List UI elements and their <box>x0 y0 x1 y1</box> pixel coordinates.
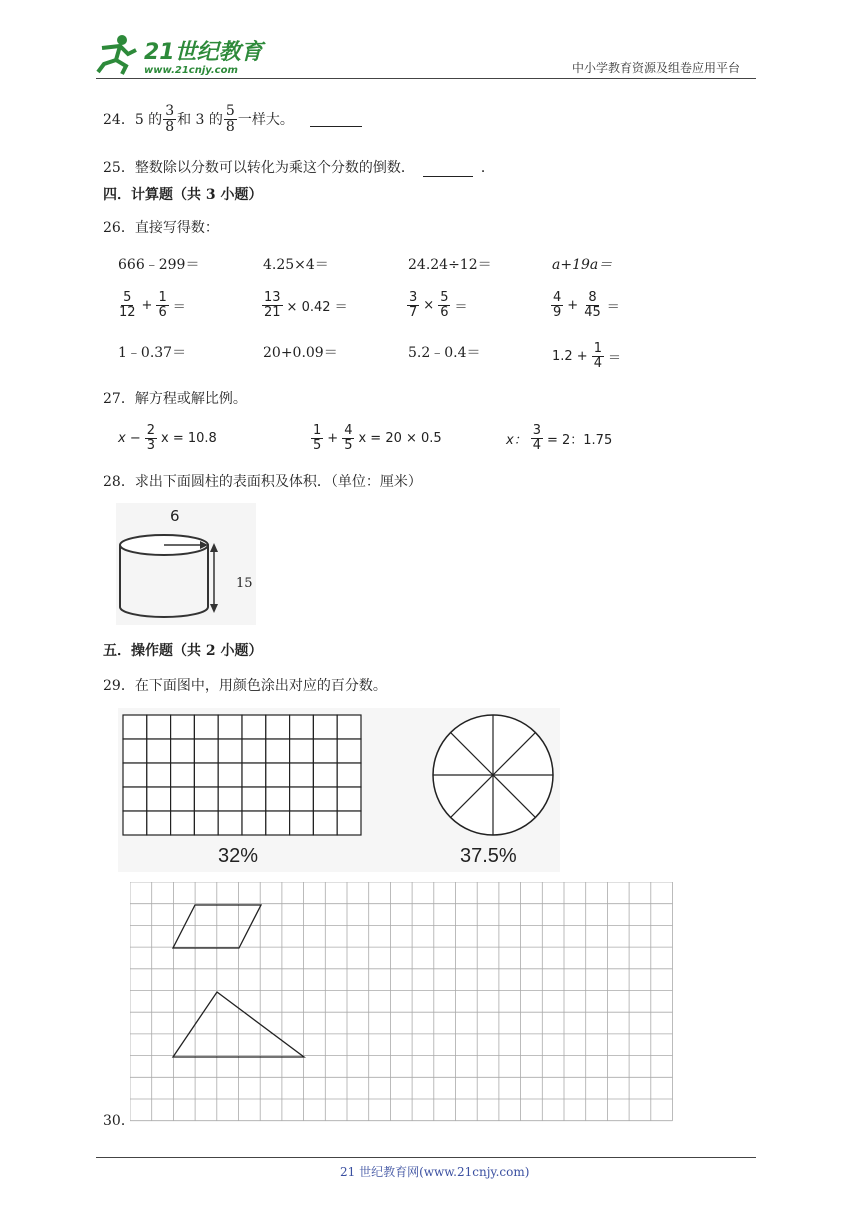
q27-equation-3: x： $\frac{3}{4}$ = 2：1.75 <box>506 423 613 453</box>
cylinder-diameter-label: 6 <box>170 507 180 525</box>
q26-r1-c1: 666﹣299＝ <box>118 257 200 273</box>
q24-text-a: 5 的 <box>134 112 163 129</box>
circle-percent-label: 37.5% <box>460 845 517 867</box>
footer-text: 21 世纪教育网(www.21cnjy.com) <box>340 1165 530 1179</box>
q27-equation-1: x − $\frac{2}{3}$ x = 10.8 <box>118 423 217 453</box>
logo-main-text: 21世纪教育 <box>144 40 263 65</box>
logo-sub-text: www.21cnjy.com <box>144 65 238 76</box>
q26-r3-c3: 5.2﹣0.4＝ <box>408 345 481 361</box>
rectangle-grid-icon <box>122 714 372 844</box>
q25-text: 25．整数除以分数可以转化为乘这个分数的倒数． <box>103 160 415 176</box>
q26-r1-c3: 24.24÷12＝ <box>408 257 492 273</box>
header-divider <box>96 78 756 79</box>
q24-number: 24． <box>103 112 135 129</box>
grid-percent-label: 32% <box>218 845 259 867</box>
section-5-heading: 五．操作题（共 2 小题） <box>103 643 263 659</box>
q24-text-c: 一样大。 <box>237 112 294 129</box>
question-25 <box>103 157 495 177</box>
q27-equation-2: $\frac{1}{5}$ + $\frac{4}{5}$ x = 20 × 0.5 <box>313 423 442 453</box>
q28-title: 28．求出下面圆柱的表面积及体积．（单位：厘米） <box>103 474 422 490</box>
q24-fraction-2: $\frac{5}{8}$ <box>225 103 235 135</box>
q25-answer-blank[interactable] <box>423 162 473 177</box>
q25-end: ． <box>480 160 495 176</box>
header-right-title: 中小学教育资源及组卷应用平台 <box>572 61 741 75</box>
q26-r1-c4: a+19a＝ <box>552 257 613 273</box>
q29-figure <box>118 708 560 872</box>
cylinder-figure <box>116 503 256 625</box>
q29-title: 29．在下面图中，用颜色涂出对应的百分数。 <box>103 678 387 694</box>
header-logo <box>92 34 262 78</box>
q26-r2-c3: $\frac{3}{7}$ × $\frac{5}{6}$ ＝ <box>409 290 468 320</box>
square-grid-icon <box>130 882 675 1122</box>
q30-number: 30． <box>103 1113 135 1129</box>
runner-logo-icon <box>92 34 140 76</box>
q26-r3-c2: 20+0.09＝ <box>263 345 338 361</box>
q26-r2-c1: $\frac{5}{12}$ + $\frac{1}{6}$ ＝ <box>119 290 186 320</box>
question-24 <box>103 104 362 134</box>
circle-sectors-icon <box>428 710 558 840</box>
footer-divider <box>96 1157 756 1158</box>
q26-r3-c4: 1.2 + $\frac{1}{4}$ ＝ <box>552 341 621 371</box>
section-4-heading: 四．计算题（共 3 小题） <box>103 187 263 203</box>
q27-title: 27．解方程或解比例。 <box>103 391 247 407</box>
q24-answer-blank[interactable] <box>310 112 362 127</box>
q30-grid-figure <box>130 882 675 1122</box>
q24-text-b: 和 3 的 <box>177 112 223 129</box>
cylinder-diagram-icon <box>116 503 256 625</box>
q26-r1-c2: 4.25×4＝ <box>263 257 329 273</box>
q26-title: 26．直接写得数： <box>103 220 219 236</box>
q26-r2-c2: $\frac{13}{21}$ × 0.42 ＝ <box>264 290 348 320</box>
q26-r3-c1: 1﹣0.37＝ <box>118 345 187 361</box>
cylinder-height-label: 15 <box>236 576 253 591</box>
q24-fraction-1: $\frac{3}{8}$ <box>165 103 175 135</box>
q26-r2-c4: $\frac{4}{9}$ + $\frac{8}{45}$ ＝ <box>553 290 620 320</box>
